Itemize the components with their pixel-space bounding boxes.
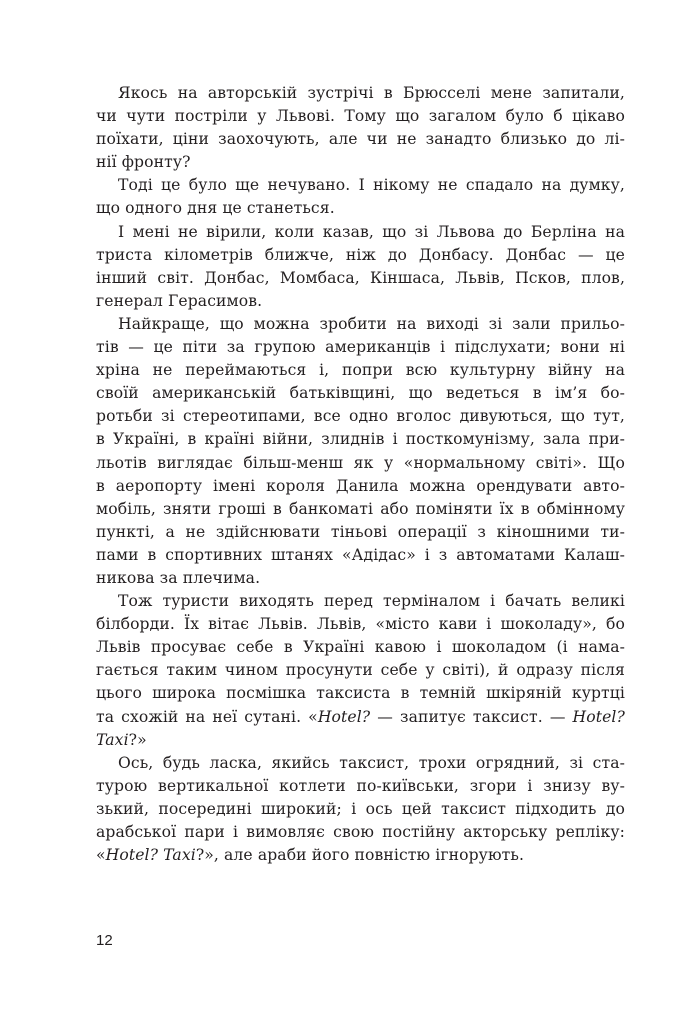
paragraph-6-line-2: турою вертикальної котлети по-київськи, згори і знизу ву- [96,776,625,795]
paragraph-4-line-9: мобіль, зняти гроші в банкоматі або поміняти їх в обмінному [96,499,625,518]
paragraph-6-line-5: «Hotel? Taxi?», але араби його повністю ігнорують. [96,846,525,865]
paragraph-4-line-10: пункті, а не здійснювати тіньові операції з кіношними ти- [96,522,625,541]
paragraph-1-line-2: чи чути постріли у Львові. Тому що загалом було б цікаво [96,107,625,126]
paragraph-6-line-3: зький, посередині широкий; і ось цей таксист підходить до [96,799,625,818]
paragraph-5-line-7: Taxi?» [96,730,147,749]
paragraph-5-line-5: цього широка посмішка таксиста в темній шкіряній куртці [96,684,625,703]
paragraph-4-line-8: в аеропорту імені короля Данила можна орендувати авто- [96,476,625,495]
paragraph-4-line-7: льотів виглядає більш-менш як у «нормальному світі». Що [96,453,625,472]
paragraph-1-line-3: поїхати, ціни заохочують, але чи не занадто близько до лі- [96,130,625,149]
paragraph-5-line-6: та схожій на неї сутані. «Hotel? — запитує таксист. — Hotel? [96,707,625,726]
paragraph-4-line-2: тів — це піти за групою американців і підслухати; вони ні [96,338,625,357]
paragraph-5-line-4: гається таким чином просунути себе у світі), й одразу після [96,661,625,680]
paragraph-2-line-2: що одного дня це станеться. [96,199,335,218]
paragraph-4-line-6: в Україні, в країні війни, злиднів і посткомунізму, зала при- [96,430,625,449]
paragraph-3-line-1: І мені не вірили, коли казав, що зі Львова до Берліна на [118,222,625,241]
paragraph-6-line-1: Ось, будь ласка, якийсь таксист, трохи огрядний, зі ста- [118,753,625,772]
paragraph-4-line-1: Найкраще, що можна зробити на виході зі зали прильо- [118,314,625,333]
paragraph-4-line-3: хріна не переймаються і, попри всю культурну війну на [96,361,625,380]
paragraph-1-line-4: нії фронту? [96,153,191,172]
paragraph-4-line-4: своїй американській батьківщині, що ведеться в ім’я бо- [96,384,625,403]
paragraph-1-line-1: Якось на авторській зустрічі в Брюсселі мене запитали, [118,84,625,102]
paragraph-3-line-3: інший світ. Донбас, Момбаса, Кіншаса, Львів, Псков, плов, [96,268,625,287]
page-number: 12 [96,932,113,949]
paragraph-3-line-2: триста кілометрів ближче, ніж до Донбасу. Донбас — це [96,245,625,264]
paragraph-4-line-5: ротьби зі стереотипами, все одно вголос дивуються, що тут, [96,407,625,426]
paragraph-3-line-4: генерал Герасимов. [96,291,263,310]
paragraph-4-line-12: никова за плечима. [96,568,261,587]
paragraph-5-line-2: білборди. Їх вітає Львів. Львів, «місто кави і шоколаду», бо [96,615,625,634]
paragraph-5-line-3: Львів просуває себе в Україні кавою і шоколадом (і нама- [96,638,625,657]
body-text [96,82,625,867]
paragraph-6-line-4: арабської пари і вимовляє свою постійну акторську репліку: [96,823,625,841]
paragraph-5-line-1: Тож туристи виходять перед терміналом і бачать великі [118,592,625,611]
paragraph-4-line-11: пами в спортивних штанях «Адідас» і з автоматами Калаш- [96,545,625,564]
paragraph-2-line-1: Тоді це було ще нечувано. І нікому не спадало на думку, [118,176,625,195]
